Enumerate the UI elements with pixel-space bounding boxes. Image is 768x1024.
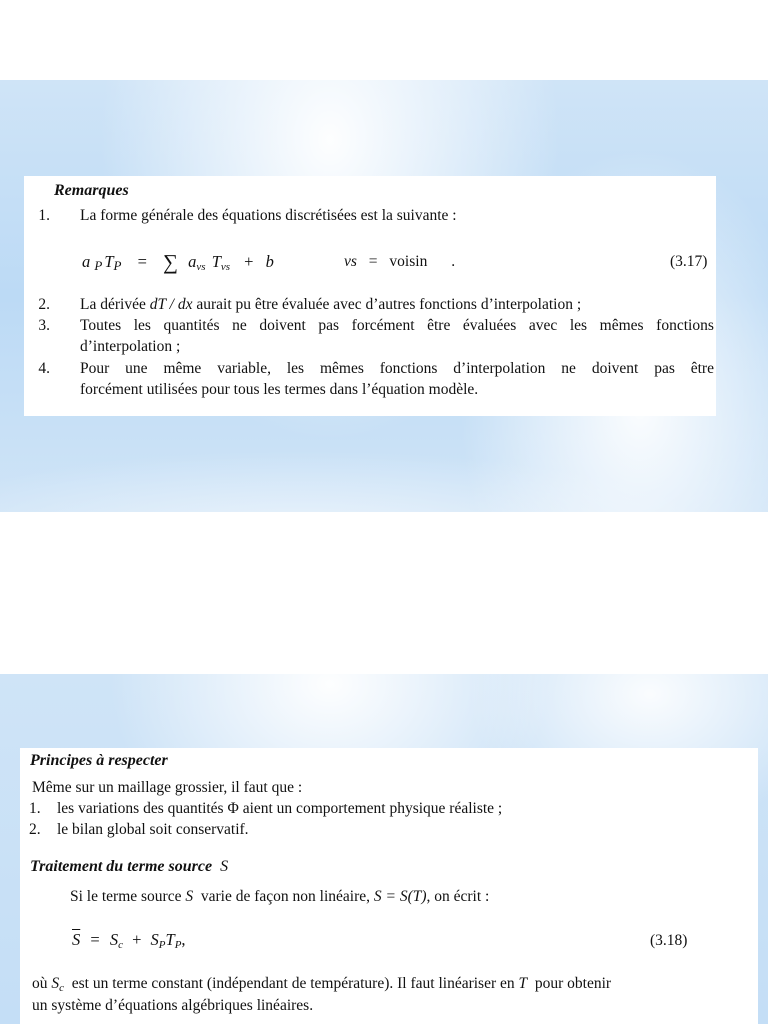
equation-3-17-neighbor: vs = voisin . [344, 253, 456, 270]
item-3-number: 3. [38, 317, 50, 334]
word: mêmes [599, 317, 644, 334]
principle-2-text: le bilan global soit conservatif. [57, 821, 249, 838]
item-2-text: La dérivée dT / dx aurait pu être évaluée avec d’autres fonctions d’interpolation ; [80, 296, 582, 313]
word: mêmes [319, 360, 364, 377]
heading-source-term: Traitement du terme source S [30, 858, 229, 875]
word: avec [528, 317, 558, 334]
principle-2-number: 2. [29, 821, 41, 838]
principle-1-number: 1. [29, 800, 41, 817]
principles-panel [20, 748, 758, 1024]
equation-3-17: a $_P$ $T_P$ = ∑ $a_{vs}$ $T_{vs} + b$ [82, 250, 274, 274]
word: fonctions [656, 317, 714, 334]
word: être [690, 360, 714, 377]
item-1-number: 1. [38, 207, 50, 224]
heading-principes: Principes à respecter [30, 752, 168, 769]
equation-number-3-17: (3.17) [670, 253, 708, 270]
principle-1-text: les variations des quantités Φ aient un comportement physique réaliste ; [57, 800, 503, 817]
item-2-number: 2. [38, 296, 50, 313]
word: les [286, 360, 305, 377]
word: forcément [351, 317, 415, 334]
word: ne [561, 360, 576, 377]
source-term-explanation-line-2: un système d’équations algébriques linéaires. [32, 997, 314, 1014]
word: variable, [217, 360, 271, 377]
item-3-text [80, 317, 714, 335]
heading-remarques: Remarques [54, 182, 129, 199]
source-term-explanation: où $S_c$ est un terme constant (indépendant de température). Il faut linéariser en T pour obtenir [32, 975, 612, 994]
word: pas [654, 360, 675, 377]
item-4-number: 4. [38, 360, 50, 377]
slide-1 [0, 80, 768, 512]
word: une [125, 360, 148, 377]
item-1-text: La forme générale des équations discrétisées est la suivante : [80, 207, 457, 224]
word: être [427, 317, 451, 334]
word: Pour [80, 360, 110, 377]
remarks-panel [24, 176, 716, 416]
item-3-continuation: d’interpolation ; [80, 338, 181, 355]
word: Toutes [80, 317, 122, 334]
word: pas [318, 317, 340, 334]
source-term-intro: Si le terme source S varie de façon non linéaire, S = S(T), on écrit : [70, 888, 490, 905]
word: ne [232, 317, 247, 334]
word: doivent [259, 317, 306, 334]
intro-text: Même sur un maillage grossier, il faut que : [32, 779, 303, 796]
word: les [133, 317, 151, 334]
equation-3-18: $\overline{S} = S_c + S_PT_P$, [72, 930, 186, 951]
slide-2 [0, 674, 768, 1024]
word: quantités [163, 317, 220, 334]
word: fonctions [379, 360, 438, 377]
item-4-text [80, 360, 714, 378]
item-4-continuation: forcément utilisées pour tous les termes dans l’équation modèle. [80, 381, 479, 398]
word: d’interpolation [453, 360, 546, 377]
word: même [163, 360, 202, 377]
word: les [569, 317, 588, 334]
word: évaluées [462, 317, 517, 334]
word: doivent [591, 360, 639, 377]
equation-number-3-18: (3.18) [650, 932, 688, 949]
